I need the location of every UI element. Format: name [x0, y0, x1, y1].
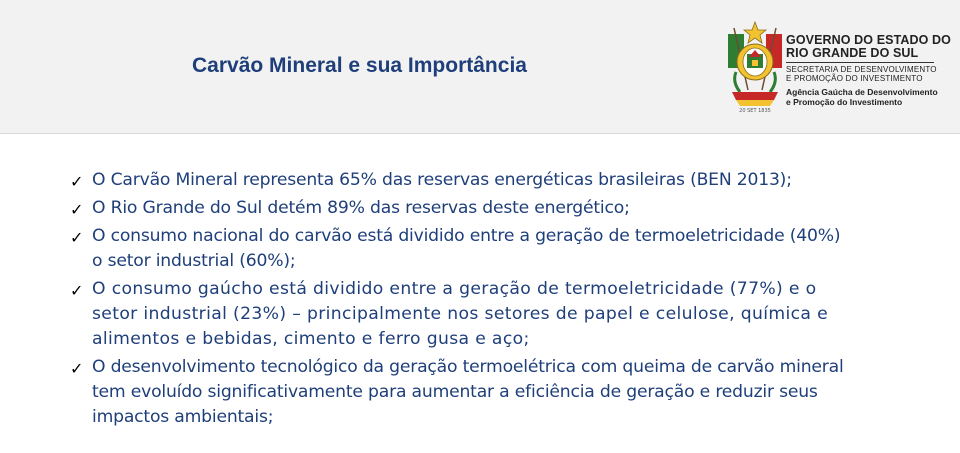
logo-line-promocao: E PROMOÇÃO DO INVESTIMENTO [786, 74, 923, 83]
logo-divider [786, 62, 934, 63]
bullet-text: O consumo gaúcho está dividido entre a geração de termoeletricidade (77%) e o setor industrial (23%) – principalmente nos setores de papel e celulose, química e alimentos e bebidas, cimento e ferro gusa e aço; [92, 279, 828, 349]
header-band [0, 0, 960, 134]
government-logo [726, 20, 951, 115]
bullet-text: O consumo nacional do carvão está dividido entre a geração de termoeletricidade (40%) o setor industrial (60%); [92, 226, 841, 271]
check-mark-icon: ✓ [70, 228, 84, 247]
bullet-list [70, 168, 850, 433]
logo-line-governo: GOVERNO DO ESTADO DO [786, 33, 951, 47]
check-mark-icon: ✓ [70, 359, 84, 378]
logo-line-estado: RIO GRANDE DO SUL [786, 46, 919, 60]
logo-line-agencia: Agência Gaúcha de Desenvolvimento [786, 87, 938, 97]
bullet-text: O Carvão Mineral representa 65% das reservas energéticas brasileiras (BEN 2013); [92, 170, 792, 190]
check-mark-icon: ✓ [70, 281, 84, 300]
bullet-item [70, 196, 850, 221]
logo-line-investimento: e Promoção do Investimento [786, 97, 903, 107]
bullet-item [70, 224, 850, 274]
bullet-text: O Rio Grande do Sul detém 89% das reservas deste energético; [92, 198, 630, 218]
logo-text [786, 34, 951, 107]
bullet-item [70, 355, 850, 430]
bullet-item [70, 168, 850, 193]
check-mark-icon: ✓ [70, 172, 84, 191]
bullet-item [70, 277, 850, 352]
svg-text:20 SET 1835: 20 SET 1835 [739, 108, 771, 114]
logo-line-secretaria: SECRETARIA DE DESENVOLVIMENTO [786, 65, 937, 74]
bullet-text: O desenvolvimento tecnológico da geração termoelétrica com queima de carvão mineral tem evoluído significativamente para aumentar a eficiência de geração e reduzir seus impactos ambientais; [92, 357, 844, 427]
state-coat-of-arms-icon [726, 20, 784, 115]
page-title: Carvão Mineral e sua Importância [192, 54, 527, 77]
check-mark-icon: ✓ [70, 200, 84, 219]
